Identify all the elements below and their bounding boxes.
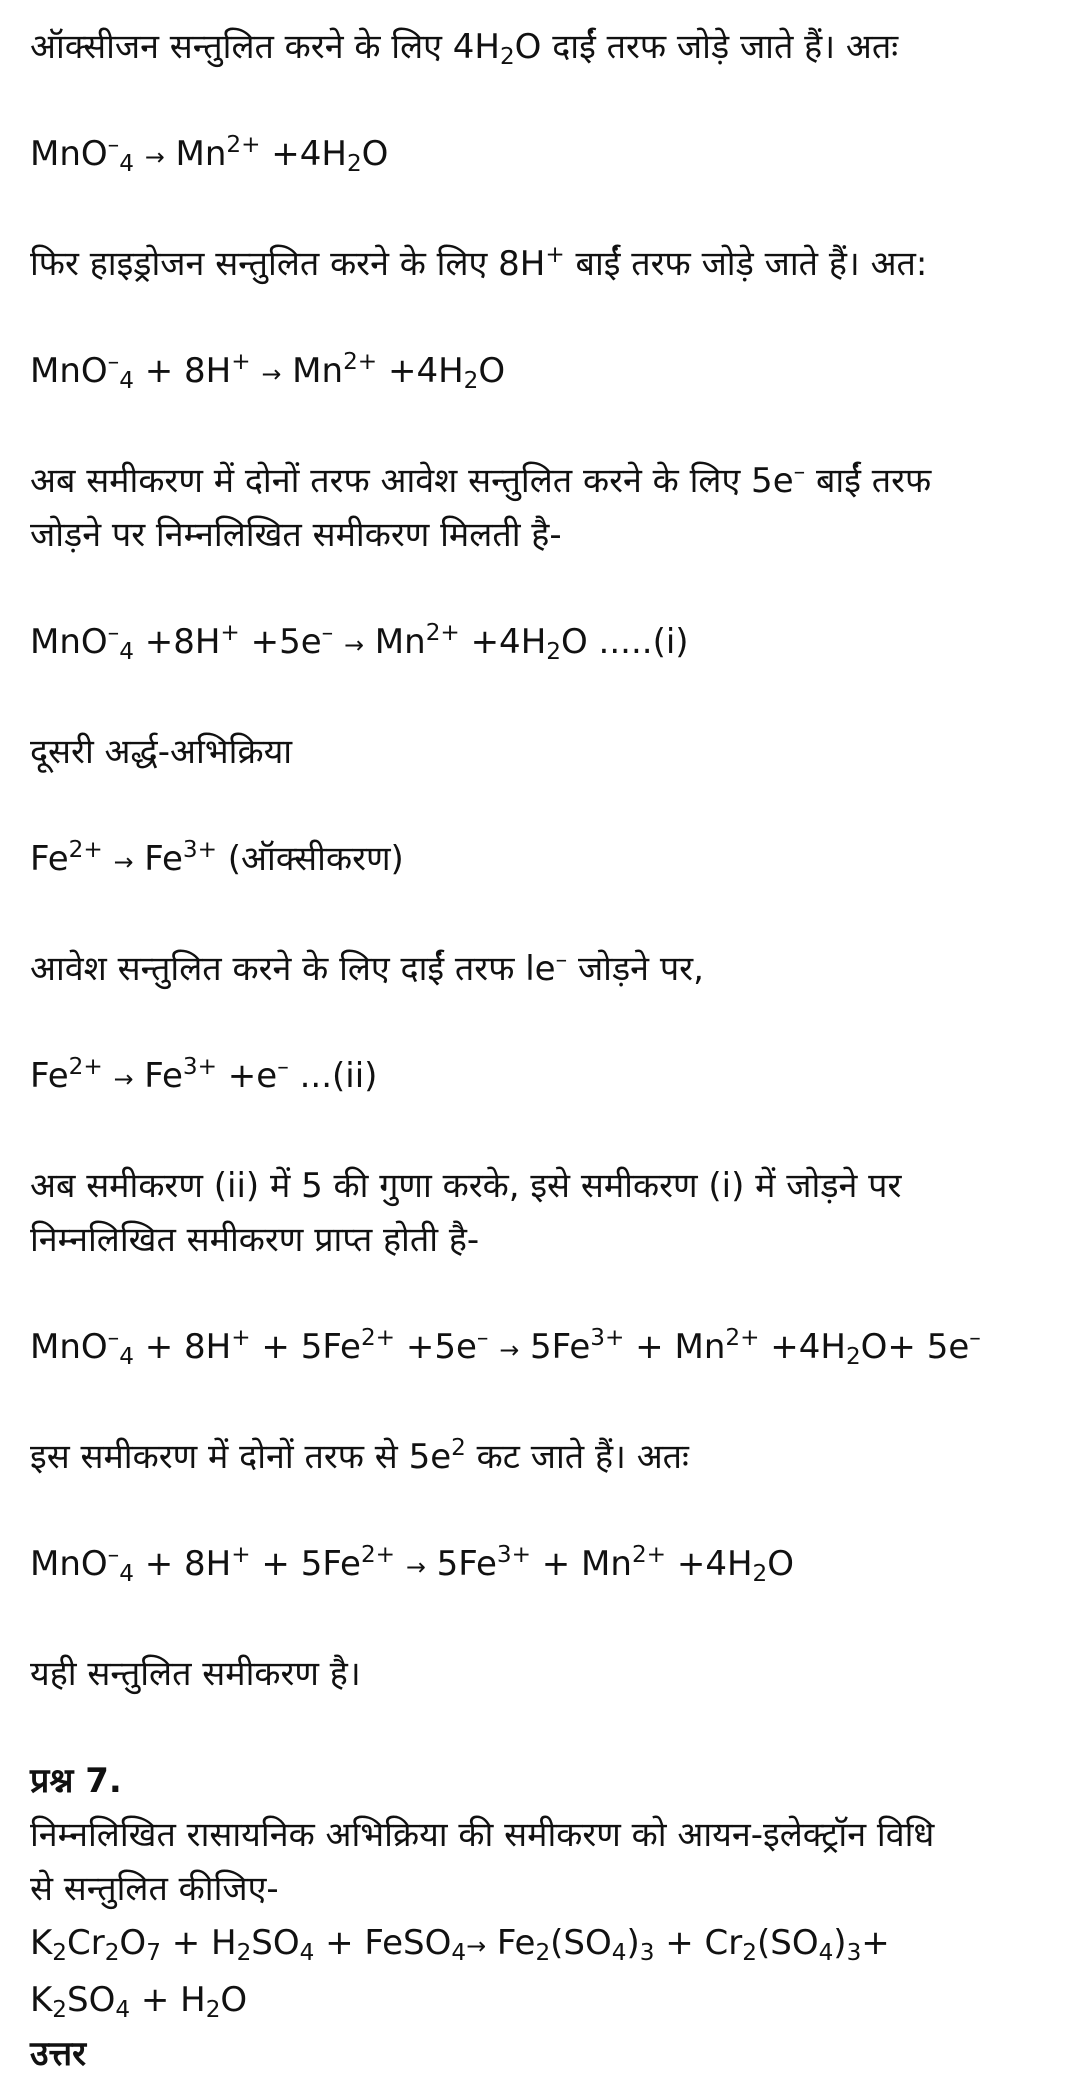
equation-6: $MnO^-_4 + 8H^+ + 5Fe^{2+} +5e^- \to 5Fe^{3+} + Mn^{2+} +4H_2O+ 5e^-$ (30, 1325, 981, 1371)
text-charge-balance-2: जोड़ने पर निम्नलिखित समीकरण मिलती है- (30, 515, 562, 555)
equation-1: $MnO^-_4 \to Mn^{2+} +4H_2O$ (30, 132, 389, 178)
equation-5: $Fe^{2+} \to Fe^{3+} +e^-$ ...(ii) (30, 1054, 378, 1096)
question-7-text-1: निम्नलिखित रासायनिक अभिक्रिया की समीकरण को आयन-इलेक्ट्रॉन विधि (30, 1815, 935, 1855)
answer-label: उत्तर (30, 2034, 87, 2074)
equation-3: $MnO^-_4 +8H^+ +5e^- \to Mn^{2+} +4H_2O$ .....(i) (30, 620, 689, 666)
text-multiply-2: निम्नलिखित समीकरण प्राप्त होती है- (30, 1220, 480, 1260)
question-7-equation-1: $K_2Cr_2O_7 + H_2SO_4$ + FeSO$_4$→ $Fe_2(SO_4)_3 + Cr_2(SO_4)_3+$ (30, 1923, 890, 1967)
question-7-title: प्रश्न 7. (30, 1761, 122, 1801)
text-cancel: इस समीकरण में दोनों तरफ से $5e^2$ कट जाते हैं। अतः (30, 1435, 689, 1477)
equation-4: $Fe^{2+} \to Fe^{3+}$ (ऑक्सीकरण) (30, 837, 404, 879)
text-charge-balance-fe: आवेश सन्तुलित करने के लिए दाईं तरफ le– जोड़ने पर, (30, 947, 704, 989)
text-second-half-reaction: दूसरी अर्द्ध-अभिक्रिया (30, 732, 293, 772)
question-7-equation-2: $K_2SO_4 + H_2O$ (30, 1980, 248, 2024)
equation-7: $MnO^-_4 + 8H^+ + 5Fe^{2+} \to 5Fe^{3+} + Mn^{2+} +4H_2O$ (30, 1542, 794, 1588)
text-multiply-1: अब समीकरण (ii) में 5 की गुणा करके, इसे समीकरण (i) में जोड़ने पर (30, 1166, 902, 1206)
text-charge-balance-1: अब समीकरण में दोनों तरफ आवेश सन्तुलित करने के लिए 5e– बाईं तरफ (30, 459, 932, 501)
question-7-text-2: से सन्तुलित कीजिए- (30, 1869, 279, 1909)
equation-2: $MnO^-_4 + 8H^+ \to Mn^{2+} +4H_2O$ (30, 349, 506, 395)
text-balanced-conclusion: यही सन्तुलित समीकरण है। (30, 1654, 361, 1694)
text-hydrogen-balance: फिर हाइड्रोजन सन्तुलित करने के लिए 8H+ बाईं तरफ जोड़े जाते हैं। अत: (30, 242, 928, 284)
text-oxygen-balance: ऑक्सीजन सन्तुलित करने के लिए $4H_2O$ दाईं तरफ जोड़े जाते हैं। अतः (30, 27, 899, 71)
